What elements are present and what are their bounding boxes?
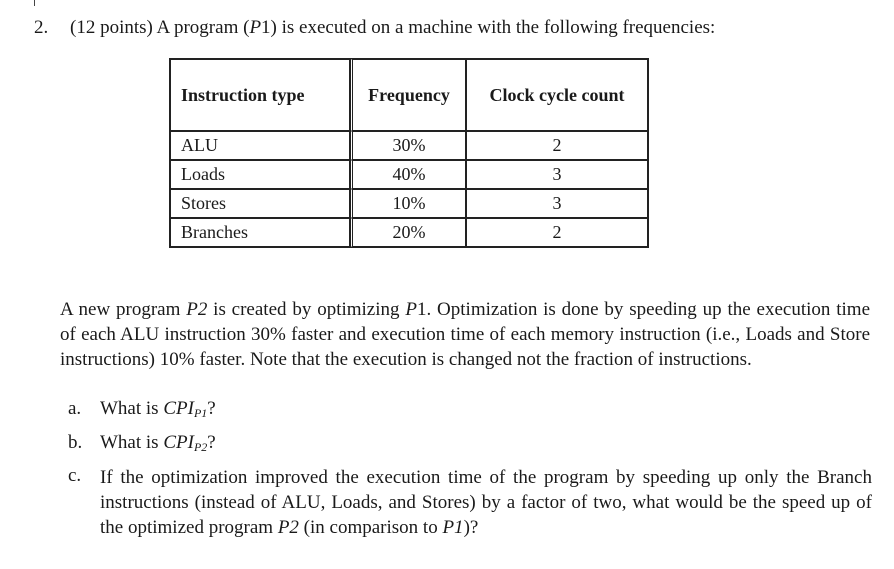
frequency-table [169, 58, 649, 248]
para-program-p2: P2 [186, 299, 208, 320]
cpi-subscript: P2 [193, 440, 208, 454]
table-row [170, 160, 648, 189]
cell-frequency: 40% [350, 160, 466, 189]
para-text-1: A new program [60, 299, 187, 320]
question-header [34, 17, 715, 39]
header-frequency: Frequency [350, 59, 466, 131]
header-instruction-type: Instruction type [170, 59, 350, 131]
cell-type: Branches [170, 218, 350, 247]
cell-frequency: 30% [350, 131, 466, 160]
cell-type: Stores [170, 189, 350, 218]
subquestion-c-body [100, 465, 872, 540]
cell-cycles: 2 [466, 131, 648, 160]
cell-cycles: 2 [466, 218, 648, 247]
subquestion-a-text: What is [100, 398, 164, 419]
cell-cycles: 3 [466, 189, 648, 218]
subquestion-c-mid: (in comparison to [298, 517, 443, 538]
subquestion-c-end: )? [463, 517, 479, 538]
cell-type: ALU [170, 131, 350, 160]
subquestion-c-program-p1: P1 [442, 517, 464, 538]
subquestion-c [68, 465, 872, 540]
para-text-3: . Optimization is done by speeding up the execution time of each ALU instruction 30% faster and execution time of each memory instruction (i.e., Loads and Store instructions) 10% faster. Note that the execution is changed not the fraction of instructions. [60, 299, 870, 370]
table-header-row [170, 59, 648, 131]
table-row [170, 131, 648, 160]
para-program-p1-number: 1 [416, 299, 427, 320]
subquestion-c-program-p2: P2 [277, 517, 299, 538]
subquestion-a [68, 398, 216, 420]
page-edge-mark [34, 0, 35, 6]
table-row [170, 189, 648, 218]
subquestion-b-text: What is [100, 432, 164, 453]
question-intro-pre: A program ( [152, 17, 250, 38]
subquestion-c-text: If the optimization improved the execution time of the program by speeding up only the Branch instructions (instead of ALU, Loads, and Stores) by a factor of two, what would be the speed up of the optimized program [100, 467, 872, 538]
description-paragraph [60, 297, 870, 372]
cpi-term: CPI [163, 398, 194, 419]
subquestion-b-end: ? [207, 432, 216, 453]
subquestion-b [68, 432, 216, 454]
question-number: 2. [34, 17, 49, 38]
cell-type: Loads [170, 160, 350, 189]
program-p1-number: 1 [261, 17, 271, 38]
para-text-2: is created by optimizing [207, 299, 406, 320]
cpi-term: CPI [163, 432, 194, 453]
cpi-subscript: P1 [193, 406, 208, 420]
subquestion-a-label: a. [68, 398, 82, 419]
subquestion-a-end: ? [207, 398, 216, 419]
cell-frequency: 20% [350, 218, 466, 247]
header-clock-cycle-count: Clock cycle count [466, 59, 648, 131]
question-points: (12 points) [70, 17, 153, 38]
cell-frequency: 10% [350, 189, 466, 218]
program-p1-name: P [249, 17, 262, 38]
table-row [170, 218, 648, 247]
subquestion-b-label: b. [68, 432, 83, 453]
cell-cycles: 3 [466, 160, 648, 189]
subquestion-c-label: c. [68, 465, 82, 486]
question-intro-post: ) is executed on a machine with the following frequencies: [270, 17, 716, 38]
para-program-p1: P [405, 299, 417, 320]
